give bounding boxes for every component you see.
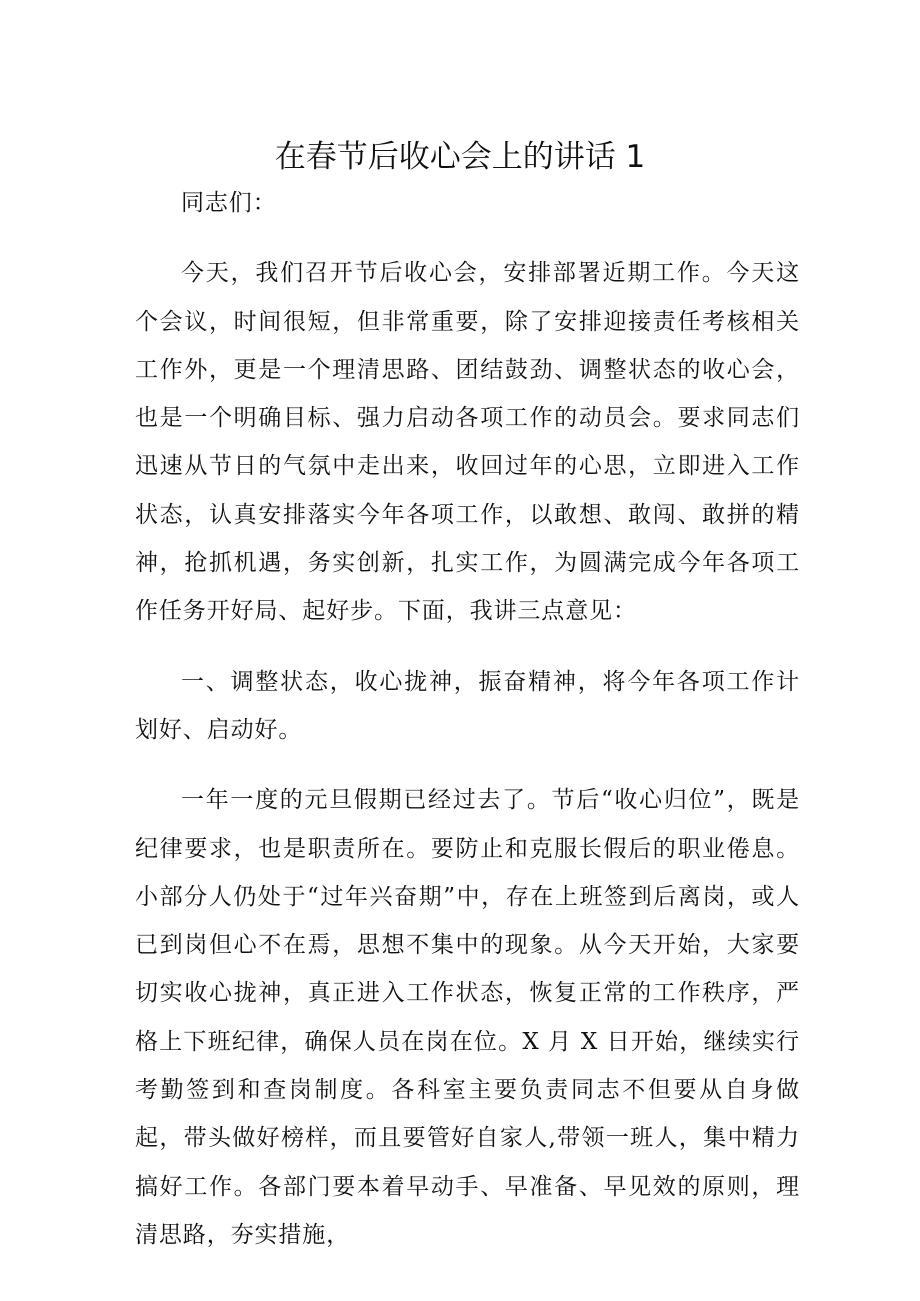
paragraph-intro: 今天，我们召开节后收心会，安排部署近期工作。今天这个会议，时间很短，但非常重要，除了安排迎接责任考核相关工作外，更是一个理清思路、团结鼓劲、调整状态的收心会，也是一个明确目标、强力启动各项工作的动员会。要求同志们迅速从节日的气氛中走出来，收回过年的心思，立即进入工作状态，认真安排落实今年各项工作，以敢想、敢闯、敢拼的精神，抢抓机遇，务实创新，扎实工作，为圆满完成今年各项工作任务开好局、起好步。下面，我讲三点意见： [135, 260, 800, 625]
paragraph-body-one: 一年一度的元旦假期已经过去了。节后“收心归位”，既是纪律要求，也是职责所在。要防止和克服长假后的职业倦息。小部分人仍处于“过年兴奋期”中，存在上班签到后离岗，或人已到岗但心不在焉，思想不集中的现象。从今天开始，大家要切实收心拢神，真正进入工作状态，恢复正常的工作秩序，严格上下班纪律，确保人员在岗在位。X 月 X 日开始，继续实行考勤签到和查岗制度。各科室主要负责同志不但要从自身做起，带头做好榜样，而且要管好自家人,带领一班人，集中精力搞好工作。各部门要本着早动手、早准备、早见效的原则，理清思路，夯实措施， [135, 787, 800, 1248]
document-title: 在春节后收心会上的讲话 1 [274, 139, 646, 175]
paragraph-heading-one: 一、调整状态，收心拢神，振奋精神，将今年各项工作计划好、启动好。 [135, 668, 800, 743]
salutation: 同志们： [181, 190, 277, 216]
document-body [135, 179, 800, 1281]
